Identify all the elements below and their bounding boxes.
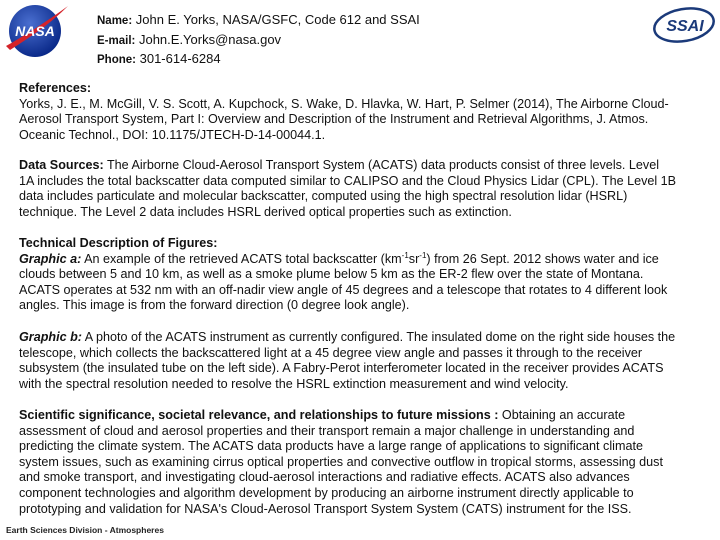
data-sources-heading: Data Sources: — [19, 158, 104, 172]
svg-text:NASA: NASA — [15, 23, 55, 39]
references-heading: References: — [19, 81, 92, 95]
technical-section: Technical Description of Figures: Graphic a: An example of the retrieved ACATS total backscatter $(km^{-1}sr^{-1})$ from 26 Sept. 2012 shows water and ice clouds between 5 and 10 km, as well as a smoke plume below 5 km as the ER-2 flew over the state of Montana. ACATS operates at 532 nm with an off-nadir view angle of 45 degrees and a telescope that rotates to 4 different look angles. This image is from the forward direction (0 degree look angle). — [19, 236, 668, 313]
ssai-logo — [652, 6, 716, 44]
data-sources-section: Data Sources: The Airborne Cloud-Aerosol Transport System (ACATS) data products consist of three levels. Level 1A includes the total backscatter data computed similar to CALIPSO and the Cloud Physics Lidar (CPL). The Level 1B data includes particulate and molecular backscatter, computed using the high spectral resolution lidar (HSRL) technique. The Level 2 data includes HSRL derived optical properties such as extinction. — [19, 158, 677, 219]
graphic-b-label: Graphic b: — [19, 330, 82, 344]
graphic-a-label: Graphic a: — [19, 251, 82, 266]
significance-section: Scientific significance, societal relevance, and relationships to future missions : Obtaining an accurate assessment of cloud and aerosol properties and their transport remain a major challenge in understanding and predicting the climate system. The ACATS data products have a large range of applications to significant climate system issues, such as examining cirrus optical properties and convective outflow in tropical storms, assessing dust and smoke transport, and investigating cloud-aerosol interactions and radiative effects. ACATS also advances component technologies and algorithm development by producing an airborne instrument directly applicable to prototyping and validation for NASA's Cloud-Aerosol Transport System System (CATS) instrument for the ISS. — [19, 408, 663, 516]
contact-phone: Phone: 301-614-6284 — [97, 51, 221, 66]
technical-heading: Technical Description of Figures: — [19, 236, 218, 250]
footer-division: Earth Sciences Division - Atmospheres — [6, 525, 164, 535]
significance-heading: Scientific significance, societal relevance, and relationships to future missions : — [19, 408, 499, 422]
references-section: References: Yorks, J. E., M. McGill, V. S. Scott, A. Kupchock, S. Wake, D. Hlavka, W. Hart, P. Selmer (2014), The Airborne Cloud- Aerosol Transport System, Part I: Overview and Description of the Instrument and Retrieval Algorithms, J. Atmos. Oceanic Technol., DOI: 10.1175/JTECH-D-14-00044.1. — [19, 81, 669, 142]
nasa-logo — [4, 2, 70, 60]
svg-text:SSAI: SSAI — [666, 18, 704, 35]
email-link[interactable]: John.E.Yorks@nasa.gov — [138, 31, 282, 47]
contact-name: Name: John E. Yorks, NASA/GSFC, Code 612 and SSAI — [97, 12, 420, 27]
contact-email: E-mail: John.E.Yorks@nasa.gov — [97, 31, 282, 47]
graphic-b-section: Graphic b: A photo of the ACATS instrument as currently configured. The insulated dome on the right side houses the telescope, which collects the backscattered light at a 45 degree view angle and passes it through to the receiver subsystem (the insulated tube on the left side). A Fabry-Perot interferometer located in the receiver provides ACATS with the spectral resolution needed to resolve the HSRL extinction measurement and wind velocity. — [19, 330, 676, 391]
contact-info — [97, 11, 420, 70]
